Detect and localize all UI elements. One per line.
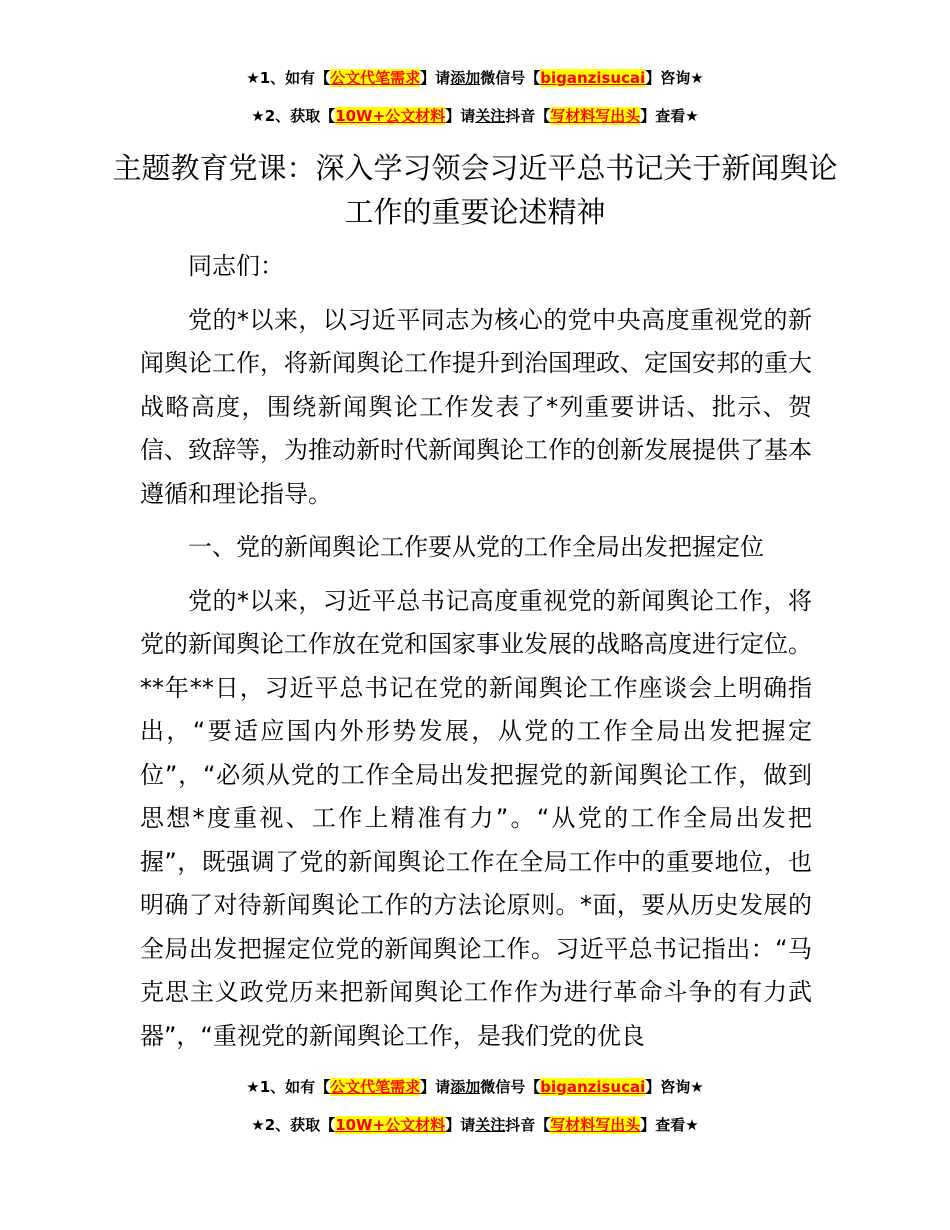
banner-underline: 添加: [450, 69, 481, 87]
banner-text: 】请: [445, 107, 476, 125]
banner-text: 】查看★: [640, 107, 699, 125]
banner-text: 微信号【: [480, 1078, 541, 1096]
banner-underline: 关注: [475, 107, 506, 125]
banner-text: ★1、如有【: [246, 69, 331, 87]
banner-text: 抖音【: [505, 107, 551, 125]
banner-text: 】请: [420, 1078, 451, 1096]
banner-highlight: biganzisucai: [540, 1078, 646, 1096]
banner-highlight: biganzisucai: [540, 69, 646, 87]
document-body: [140, 245, 812, 1058]
document-title: 主题教育党课：深入学习领会习近平总书记关于新闻舆论工作的重要论述精神: [112, 151, 838, 229]
banner-text: ★2、获取【: [251, 107, 336, 125]
paragraph: 党的*以来，习近平总书记高度重视党的新闻舆论工作，将党的新闻舆论工作放在党和国家事业发展的战略高度进行定位。**年**日，习近平总书记在党的新闻舆论工作座谈会上明确指出，“要适应国内外形势发展，从党的工作全局出发把握定位”，“必须从党的工作全局出发把握党的新闻舆论工作，做到思想*度重视、工作上精准有力”。“从党的工作全局出发把握”，既强调了党的新闻舆论工作在全局工作中的重要地位，也明确了对待新闻舆论工作的方法论原则。*面，要从历史发展的全局出发把握定位党的新闻舆论工作。习近平总书记指出：“马克思主义政党历来把新闻舆论工作作为进行革命斗争的有力武器”，“重视党的新闻舆论工作，是我们党的优良: [140, 586, 812, 1050]
banner-highlight: 10W+公文材料: [335, 107, 446, 125]
banner-text: 】查看★: [640, 1116, 699, 1134]
banner-text: 】请: [445, 1116, 476, 1134]
bottom-banner-line-2: [0, 1115, 950, 1135]
banner-text: ★1、如有【: [246, 1078, 331, 1096]
bottom-banner-line-1: [0, 1077, 950, 1097]
banner-highlight: 公文代笔需求: [330, 1078, 421, 1096]
banner-text: 抖音【: [505, 1116, 551, 1134]
banner-text: 】咨询★: [645, 69, 704, 87]
top-banner-line-2: [0, 106, 950, 126]
section-heading: 一、党的新闻舆论工作要从党的工作全局出发把握定位: [188, 533, 764, 561]
greeting: 同志们：: [188, 252, 284, 280]
banner-underline: 添加: [450, 1078, 481, 1096]
banner-highlight: 写材料写出头: [550, 1116, 641, 1134]
banner-text: ★2、获取【: [251, 1116, 336, 1134]
banner-highlight: 10W+公文材料: [335, 1116, 446, 1134]
top-banner-line-1: [0, 68, 950, 88]
banner-text: 】咨询★: [645, 1078, 704, 1096]
banner-underline: 关注: [475, 1116, 506, 1134]
paragraph: 党的*以来，以习近平同志为核心的党中央高度重视党的新闻舆论工作，将新闻舆论工作提升到治国理政、定国安邦的重大战略高度，围绕新闻舆论工作发表了*列重要讲话、批示、贺信、致辞等，为推动新时代新闻舆论工作的创新发展提供了基本遵循和理论指导。: [140, 305, 812, 508]
banner-highlight: 公文代笔需求: [330, 69, 421, 87]
banner-text: 】请: [420, 69, 451, 87]
banner-text: 微信号【: [480, 69, 541, 87]
banner-highlight: 写材料写出头: [550, 107, 641, 125]
